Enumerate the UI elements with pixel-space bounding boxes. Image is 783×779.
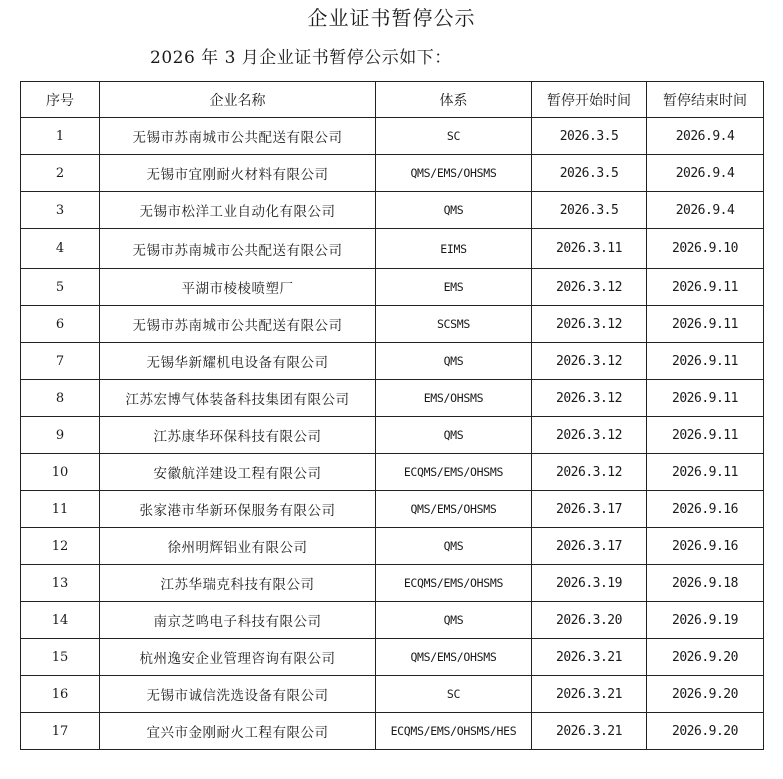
suspension-end: 2026.9.19 bbox=[647, 602, 764, 639]
certification-system: SCSMS bbox=[376, 306, 532, 343]
company-name: 无锡市诚信洗选设备有限公司 bbox=[100, 676, 376, 713]
suspension-start: 2026.3.11 bbox=[532, 229, 647, 269]
page-title: 企业证书暂停公示 bbox=[307, 6, 476, 30]
company-name: 江苏华瑞克科技有限公司 bbox=[100, 565, 376, 602]
suspension-start: 2026.3.17 bbox=[532, 491, 647, 528]
suspension-end: 2026.9.4 bbox=[647, 192, 764, 229]
table-header-row bbox=[21, 82, 764, 118]
company-name: 江苏宏博气体装备科技集团有限公司 bbox=[100, 380, 376, 417]
row-index: 17 bbox=[21, 713, 100, 750]
table-row bbox=[21, 713, 764, 750]
suspension-end: 2026.9.16 bbox=[647, 491, 764, 528]
suspension-start: 2026.3.12 bbox=[532, 343, 647, 380]
suspension-start: 2026.3.5 bbox=[532, 155, 647, 192]
row-index: 10 bbox=[21, 454, 100, 491]
suspension-end: 2026.9.11 bbox=[647, 454, 764, 491]
certification-system: QMS/EMS/OHSMS bbox=[376, 155, 532, 192]
header-end-date: 暂停结束时间 bbox=[647, 82, 764, 118]
table-row bbox=[21, 639, 764, 676]
row-index: 15 bbox=[21, 639, 100, 676]
table-row bbox=[21, 155, 764, 192]
suspension-end: 2026.9.20 bbox=[647, 639, 764, 676]
suspension-end: 2026.9.16 bbox=[647, 528, 764, 565]
suspension-start: 2026.3.5 bbox=[532, 118, 647, 155]
row-index: 9 bbox=[21, 417, 100, 454]
row-index: 11 bbox=[21, 491, 100, 528]
table-row bbox=[21, 269, 764, 306]
certification-system: EIMS bbox=[376, 229, 532, 269]
suspension-start: 2026.3.12 bbox=[532, 269, 647, 306]
row-index: 5 bbox=[21, 269, 100, 306]
suspension-table bbox=[20, 81, 764, 750]
suspension-end: 2026.9.11 bbox=[647, 306, 764, 343]
suspension-end: 2026.9.20 bbox=[647, 676, 764, 713]
header-company: 企业名称 bbox=[100, 82, 376, 118]
company-name: 南京芝鸣电子科技有限公司 bbox=[100, 602, 376, 639]
header-index: 序号 bbox=[21, 82, 100, 118]
company-name: 杭州逸安企业管理咨询有限公司 bbox=[100, 639, 376, 676]
suspension-start: 2026.3.19 bbox=[532, 565, 647, 602]
table-row bbox=[21, 343, 764, 380]
certification-system: EMS bbox=[376, 269, 532, 306]
table-row bbox=[21, 118, 764, 155]
suspension-end: 2026.9.10 bbox=[647, 229, 764, 269]
suspension-end: 2026.9.20 bbox=[647, 713, 764, 750]
certification-system: SC bbox=[376, 676, 532, 713]
table-row bbox=[21, 380, 764, 417]
suspension-end: 2026.9.11 bbox=[647, 343, 764, 380]
suspension-start: 2026.3.20 bbox=[532, 602, 647, 639]
company-name: 张家港市华新环保服务有限公司 bbox=[100, 491, 376, 528]
table-row bbox=[21, 491, 764, 528]
company-name: 无锡华新耀机电设备有限公司 bbox=[100, 343, 376, 380]
suspension-end: 2026.9.11 bbox=[647, 417, 764, 454]
suspension-start: 2026.3.12 bbox=[532, 380, 647, 417]
row-index: 13 bbox=[21, 565, 100, 602]
certification-system: QMS bbox=[376, 192, 532, 229]
certification-system: QMS/EMS/OHSMS bbox=[376, 491, 532, 528]
company-name: 无锡市苏南城市公共配送有限公司 bbox=[100, 229, 376, 269]
company-name: 平湖市棱棱喷塑厂 bbox=[100, 269, 376, 306]
company-name: 安徽航洋建设工程有限公司 bbox=[100, 454, 376, 491]
suspension-start: 2026.3.21 bbox=[532, 676, 647, 713]
suspension-end: 2026.9.11 bbox=[647, 380, 764, 417]
company-name: 江苏康华环保科技有限公司 bbox=[100, 417, 376, 454]
row-index: 7 bbox=[21, 343, 100, 380]
certification-system: SC bbox=[376, 118, 532, 155]
certification-system: ECQMS/EMS/OHSMS bbox=[376, 565, 532, 602]
suspension-end: 2026.9.4 bbox=[647, 118, 764, 155]
header-system: 体系 bbox=[376, 82, 532, 118]
table-row bbox=[21, 565, 764, 602]
row-index: 8 bbox=[21, 380, 100, 417]
company-name: 无锡市宜刚耐火材料有限公司 bbox=[100, 155, 376, 192]
company-name: 徐州明辉铝业有限公司 bbox=[100, 528, 376, 565]
suspension-start: 2026.3.12 bbox=[532, 454, 647, 491]
certification-system: QMS bbox=[376, 343, 532, 380]
certification-system: QMS/EMS/OHSMS bbox=[376, 639, 532, 676]
suspension-start: 2026.3.17 bbox=[532, 528, 647, 565]
suspension-end: 2026.9.11 bbox=[647, 269, 764, 306]
certification-system: ECQMS/EMS/OHSMS/HES bbox=[376, 713, 532, 750]
row-index: 14 bbox=[21, 602, 100, 639]
suspension-start: 2026.3.12 bbox=[532, 306, 647, 343]
certification-system: QMS bbox=[376, 528, 532, 565]
table-row bbox=[21, 306, 764, 343]
row-index: 12 bbox=[21, 528, 100, 565]
suspension-start: 2026.3.12 bbox=[532, 417, 647, 454]
row-index: 2 bbox=[21, 155, 100, 192]
company-name: 无锡市松洋工业自动化有限公司 bbox=[100, 192, 376, 229]
row-index: 6 bbox=[21, 306, 100, 343]
table-row bbox=[21, 454, 764, 491]
suspension-start: 2026.3.5 bbox=[532, 192, 647, 229]
suspension-start: 2026.3.21 bbox=[532, 639, 647, 676]
row-index: 3 bbox=[21, 192, 100, 229]
header-start-date: 暂停开始时间 bbox=[532, 82, 647, 118]
table-row bbox=[21, 192, 764, 229]
suspension-end: 2026.9.4 bbox=[647, 155, 764, 192]
row-index: 16 bbox=[21, 676, 100, 713]
company-name: 无锡市苏南城市公共配送有限公司 bbox=[100, 306, 376, 343]
company-name: 宜兴市金刚耐火工程有限公司 bbox=[100, 713, 376, 750]
suspension-end: 2026.9.18 bbox=[647, 565, 764, 602]
table-row bbox=[21, 417, 764, 454]
notice-subtitle: 2026 年 3 月企业证书暂停公示如下： bbox=[150, 48, 452, 68]
suspension-start: 2026.3.21 bbox=[532, 713, 647, 750]
table-row bbox=[21, 602, 764, 639]
row-index: 4 bbox=[21, 229, 100, 269]
table-row bbox=[21, 229, 764, 269]
table-row bbox=[21, 528, 764, 565]
certification-system: ECQMS/EMS/OHSMS bbox=[376, 454, 532, 491]
table-row bbox=[21, 676, 764, 713]
certification-system: QMS bbox=[376, 417, 532, 454]
certification-system: EMS/OHSMS bbox=[376, 380, 532, 417]
certification-system: QMS bbox=[376, 602, 532, 639]
company-name: 无锡市苏南城市公共配送有限公司 bbox=[100, 118, 376, 155]
row-index: 1 bbox=[21, 118, 100, 155]
